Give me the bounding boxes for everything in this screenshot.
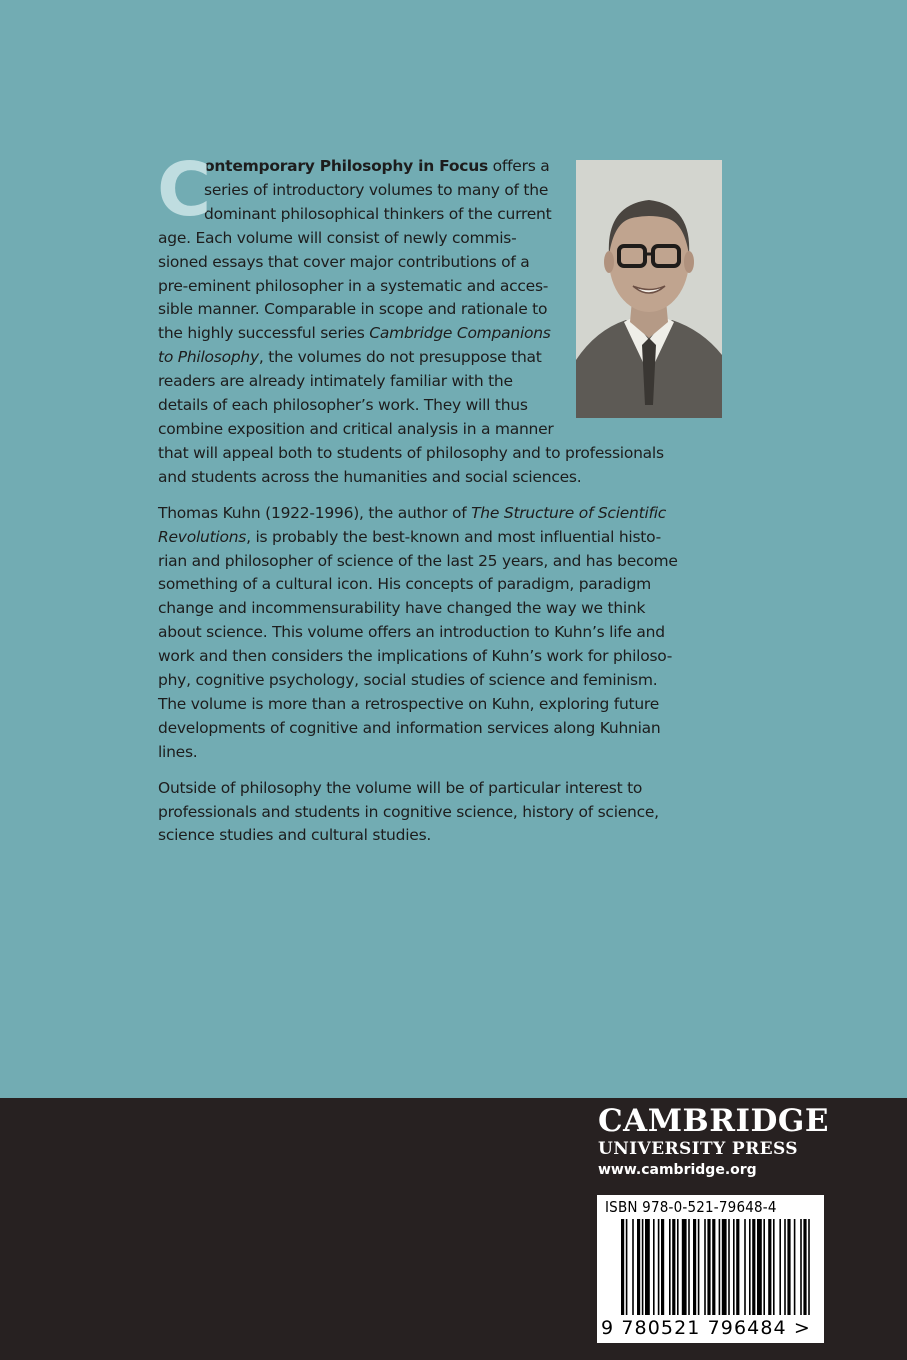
- barcode-bar: [763, 1219, 765, 1315]
- barcode-bar: [704, 1219, 706, 1315]
- barcode-bar: [733, 1219, 735, 1315]
- barcode-bar: [784, 1219, 786, 1315]
- barcode-bar: [803, 1219, 806, 1315]
- barcode-bar: [677, 1219, 679, 1315]
- barcode-bar: [693, 1219, 696, 1315]
- drop-cap: C: [157, 147, 212, 233]
- barcode-bar: [719, 1219, 721, 1315]
- text-line: sible manner. Comparable in scope and rationale to: [158, 300, 548, 319]
- barcode-bar: [653, 1219, 655, 1315]
- barcode-bar: [728, 1219, 730, 1315]
- barcode-bar: [779, 1219, 781, 1315]
- text-line: The volume is more than a retrospective on Kuhn, exploring future: [158, 694, 660, 713]
- barcode-bar: [642, 1219, 644, 1315]
- barcode-bar: [768, 1219, 771, 1315]
- barcode-bar: [712, 1219, 715, 1315]
- barcode-bar: [722, 1219, 727, 1315]
- kuhn-paragraph: [158, 502, 678, 765]
- publisher-name: CAMBRIDGE: [598, 1103, 829, 1139]
- text-line: change and incommensurability have changed the way we think: [158, 599, 646, 618]
- text-line: phy, cognitive psychology, social studies of science and feminism.: [158, 671, 658, 690]
- isbn-label: ISBN 978-0-521-79648-4: [605, 1198, 777, 1216]
- publisher-logo: [598, 1103, 828, 1181]
- barcode-bar: [757, 1219, 762, 1315]
- barcode-bar: [682, 1219, 687, 1315]
- text-line: sioned essays that cover major contributions of a: [158, 252, 530, 271]
- text-line: to Philosophy, the volumes do not presuppose that: [158, 348, 542, 367]
- barcode-bar: [637, 1219, 640, 1315]
- text-line: details of each philosopher’s work. They will thus: [158, 396, 528, 415]
- barcode-bar: [661, 1219, 664, 1315]
- text-line: that will appeal both to students of philosophy and to professionals: [158, 443, 664, 462]
- text-line: dominant philosophical thinkers of the current: [204, 204, 552, 223]
- text-line: age. Each volume will consist of newly commis-: [158, 228, 517, 247]
- text-line: developments of cognitive and information services along Kuhnian: [158, 718, 661, 737]
- description-text: [157, 147, 678, 848]
- barcode-bar: [773, 1219, 775, 1315]
- barcode-bar: [688, 1219, 690, 1315]
- text-line: series of introductory volumes to many of the: [204, 180, 549, 199]
- text-line: something of a cultural icon. His concepts of paradigm, paradigm: [158, 575, 652, 594]
- text-line: ontemporary Philosophy in Focus offers a: [204, 157, 550, 175]
- barcode-bar: [645, 1219, 650, 1315]
- text-line: rian and philosopher of science of the last 25 years, and has become: [158, 551, 678, 570]
- barcode: [597, 1195, 824, 1343]
- barcode-bar: [632, 1219, 634, 1315]
- intro-paragraph: [157, 147, 673, 490]
- text-line: Thomas Kuhn (1922-1996), the author of The Structure of Scientific: [158, 503, 667, 522]
- barcode-bar: [808, 1219, 810, 1315]
- text-line: professionals and students in cognitive science, history of science,: [158, 802, 659, 821]
- text-line: the highly successful series Cambridge Companions: [158, 324, 551, 343]
- outside-paragraph: [158, 777, 673, 849]
- barcode-bar: [658, 1219, 660, 1315]
- barcode-bar: [794, 1219, 796, 1315]
- text-line: pre-eminent philosopher in a systematic and acces-: [158, 276, 549, 295]
- barcode-bar: [626, 1219, 628, 1315]
- barcode-bar: [736, 1219, 739, 1315]
- text-line: Outside of philosophy the volume will be of particular interest to: [158, 778, 643, 797]
- text-line: about science. This volume offers an introduction to Kuhn’s life and: [158, 623, 665, 642]
- text-line: work and then considers the implications of Kuhn’s work for philoso-: [158, 647, 673, 666]
- barcode-bar: [744, 1219, 746, 1315]
- text-line: readers are already intimately familiar with the: [158, 372, 513, 391]
- text-line: and students across the humanities and social sciences.: [158, 467, 582, 486]
- publisher-url: www.cambridge.org: [598, 1162, 757, 1178]
- barcode-bar: [672, 1219, 675, 1315]
- barcode-bar: [621, 1219, 624, 1315]
- text-line: science studies and cultural studies.: [158, 826, 432, 845]
- barcode-bar: [787, 1219, 790, 1315]
- text-line: Revolutions, is probably the best-known and most influential histo-: [158, 527, 661, 546]
- text-line: combine exposition and critical analysis in a manner: [158, 419, 554, 438]
- barcode-bar: [752, 1219, 755, 1315]
- barcode-bar: [669, 1219, 671, 1315]
- publisher-subtitle: UNIVERSITY PRESS: [598, 1139, 798, 1159]
- barcode-bar: [800, 1219, 802, 1315]
- text-line: lines.: [158, 742, 198, 761]
- barcode-bar: [698, 1219, 700, 1315]
- barcode-digits: 9 780521 796484 >: [601, 1317, 811, 1339]
- barcode-bar: [707, 1219, 710, 1315]
- barcode-bar: [749, 1219, 751, 1315]
